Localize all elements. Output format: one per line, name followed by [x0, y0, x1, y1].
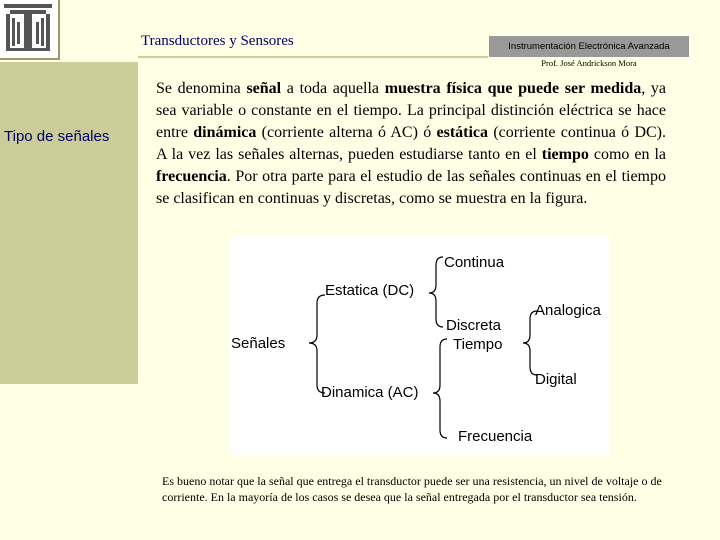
footnote: Es bueno notar que la señal que entrega el transductor puede ser una resistencia, un nivel de voltaje o de corriente. En la mayoría de los casos se desea que la señal entregada por el transductor sea tensión.	[162, 474, 662, 504]
body-text-segment: . Por otra parte para el estudio de las señales continuas en el tiempo se clasifican en continuas y discretas, como se muestra en la figura.	[156, 168, 666, 207]
body-text-segment: como en la	[588, 146, 666, 163]
brace-senales	[309, 295, 325, 393]
label-estatica: Estatica (DC)	[325, 282, 415, 299]
brace-estatica	[429, 257, 443, 327]
body-text-segment: Se denomina	[156, 80, 247, 97]
logo	[0, 0, 60, 60]
sidebar-topic-label: Tipo de señales	[4, 128, 110, 145]
brace-dinamica	[433, 339, 447, 438]
body-paragraph	[156, 78, 666, 210]
label-frecuencia: Frecuencia	[458, 428, 533, 445]
label-dinamica: Dinamica (AC)	[321, 384, 419, 401]
label-continua: Continua	[444, 254, 505, 271]
body-bold-term: tiempo	[541, 146, 589, 163]
label-digital: Digital	[535, 371, 577, 388]
course-banner: Instrumentación Electrónica Avanzada	[489, 36, 689, 57]
label-analogica: Analogica	[535, 302, 601, 319]
body-bold-term: estática	[436, 124, 489, 141]
label-senales: Señales	[231, 335, 286, 352]
page-title: Transductores y Sensores	[141, 33, 294, 49]
sidebar	[0, 62, 138, 384]
professor-name: Prof. José Andrickson Mora	[541, 58, 637, 68]
label-discreta: Discreta	[446, 317, 502, 334]
body-bold-term: señal	[246, 80, 282, 97]
classification-brackets	[229, 235, 610, 455]
body-text-segment: (corriente continua ó DC). A la vez las señales alternas, pueden estudiarse tanto en el	[156, 124, 667, 163]
header-divider	[138, 56, 488, 58]
label-tiempo: Tiempo	[453, 336, 503, 353]
body-bold-term: frecuencia	[156, 168, 227, 185]
body-text-segment: , ya sea variable o constante en el tiempo. La principal distinción eléctrica se hace entre	[156, 80, 667, 141]
body-bold-term: muestra física que puede ser medida	[384, 80, 642, 97]
body-text-segment: (corriente alterna ó AC) ó	[256, 124, 437, 141]
signal-classification-figure	[229, 235, 610, 455]
body-text-segment: a toda aquella	[281, 80, 385, 97]
institution-logo-icon	[0, 0, 56, 56]
brace-tiempo	[523, 311, 537, 375]
body-bold-term: dinámica	[193, 124, 257, 141]
